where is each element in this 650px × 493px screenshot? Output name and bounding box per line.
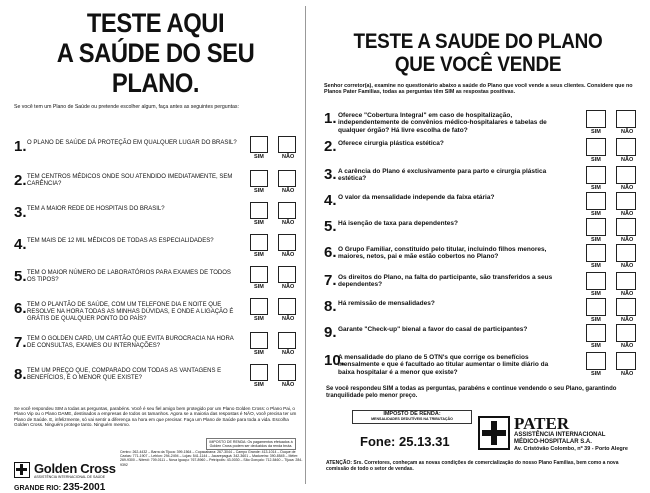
phone-number: 235-2001 <box>63 482 106 493</box>
sim-checkbox[interactable] <box>586 192 606 210</box>
phone-line: GRANDE RIO: 235-2001 <box>14 482 106 493</box>
right-headline: TESTE A SAUDE DO PLANO QUE VOCÊ VENDE <box>353 30 603 76</box>
question-number: 4. <box>14 236 27 253</box>
question-row <box>324 192 640 218</box>
nao-checkbox[interactable] <box>616 138 636 156</box>
phone-number: Fone: 25.13.31 <box>360 434 450 449</box>
sim-checkbox[interactable] <box>250 234 268 251</box>
question-text: TEM O GOLDEN CARD, UM CARTÃO QUE EVITA BUROCRACIA NA HORA DE CONSULTAS, EXAMES OU INTERNAÇÕES? <box>27 336 234 349</box>
question-text: O Grupo Familiar, constituído pelo titular, incluindo filhos menores, maiores, netos, pai e mãe estão cobertos no Plano? <box>338 246 547 261</box>
nao-label: NÃO <box>621 371 634 377</box>
nao-label: NÃO <box>621 237 634 243</box>
question-row <box>324 352 640 378</box>
golden-cross-ad <box>6 6 306 493</box>
question-number: 9. <box>324 324 337 341</box>
question-number: 2. <box>14 172 27 189</box>
nao-label: NÃO <box>282 316 295 322</box>
nao-checkbox[interactable] <box>278 364 296 381</box>
sim-label: SIM <box>591 317 601 323</box>
nao-label: NÃO <box>282 350 295 356</box>
nao-label: NÃO <box>621 317 634 323</box>
question-number: 10. <box>324 352 345 369</box>
sim-checkbox[interactable] <box>250 202 268 219</box>
brand-subtitle: ASSISTÊNCIA INTERNACIONAL MÉDICO-HOSPITALAR S.A. <box>514 432 606 445</box>
question-text: Há remissão de mensalidades? <box>338 300 435 307</box>
sim-checkbox[interactable] <box>586 110 606 128</box>
sim-label: SIM <box>254 350 264 356</box>
question-text: Oferece "Cobertura Integral" em caso de hospitalização, independentemente de convênios médico-hospitalares e tabelas de qualquer órgão? Há livre escolha de fato? <box>338 112 547 134</box>
nao-label: NÃO <box>621 343 634 349</box>
nao-label: NÃO <box>621 185 634 191</box>
question-text: TEM MAIS DE 12 MIL MÉDICOS DE TODAS AS ESPECIALIDADES? <box>27 238 214 244</box>
sim-label: SIM <box>591 211 601 217</box>
question-row <box>14 266 304 290</box>
sim-label: SIM <box>254 284 264 290</box>
sim-label: SIM <box>254 188 264 194</box>
question-row <box>324 218 640 244</box>
nao-label: NÃO <box>282 188 295 194</box>
question-row <box>324 166 640 192</box>
question-row <box>14 170 304 194</box>
question-text: A mensalidade do plano de 5 OTN's que corrige os benefícios mensalmente e que é facultado ao titular aumentar o limite diário da baixa hospitalar é a menor que existe? <box>338 354 549 376</box>
question-text: A carência do Plano é exclusivamente para parto e cirurgia plástica estética? <box>338 168 547 183</box>
nao-checkbox[interactable] <box>616 244 636 262</box>
question-number: 5. <box>14 268 27 285</box>
left-headline: TESTE AQUI A SAÚDE DO SEU PLANO. <box>56 8 255 98</box>
pater-ad <box>312 6 644 484</box>
question-row <box>14 364 304 388</box>
question-row <box>14 234 304 258</box>
left-intro: Se você tem um Plano de Saúde ou pretende escolher algum, faça antes as seguintes perguntas: <box>14 104 239 110</box>
question-row <box>14 298 304 322</box>
sim-label: SIM <box>254 220 264 226</box>
nao-label: NÃO <box>282 284 295 290</box>
question-number: 5. <box>324 218 337 235</box>
question-text: TEM A MAIOR REDE DE HOSPITAIS DO BRASIL? <box>27 206 165 212</box>
sim-label: SIM <box>254 316 264 322</box>
cross-icon <box>14 462 30 478</box>
nao-label: NÃO <box>282 154 295 160</box>
question-text: O PLANO DE SAÚDE DÁ PROTEÇÃO EM QUALQUER LUGAR DO BRASIL? <box>27 140 237 146</box>
question-number: 8. <box>14 366 27 383</box>
brand-address: Av. Cristóvão Colombo, nº 39 - Porto Alegre <box>514 446 628 452</box>
nao-label: NÃO <box>282 382 295 388</box>
question-row <box>324 272 640 298</box>
sim-checkbox[interactable] <box>250 364 268 381</box>
question-text: Há isenção de taxa para dependentes? <box>338 220 458 227</box>
question-text: Os direitos do Plano, na falta do participante, são transferidos a seus dependentes? <box>338 274 553 289</box>
nao-checkbox[interactable] <box>616 192 636 210</box>
question-row <box>324 138 640 164</box>
sim-label: SIM <box>254 382 264 388</box>
nao-checkbox[interactable] <box>278 136 296 153</box>
nao-label: NÃO <box>621 211 634 217</box>
nao-checkbox[interactable] <box>278 266 296 283</box>
right-intro: Senhor corretor(a), examine no questionário abaixo a saúde do Plano que você vende a seus clientes. Considere que no Planos Pater Familias, todas as perguntas têm SIM as respostas positivas. <box>324 83 633 96</box>
sim-label: SIM <box>591 157 601 163</box>
sim-checkbox[interactable] <box>586 166 606 184</box>
nao-checkbox[interactable] <box>616 166 636 184</box>
question-row <box>14 202 304 226</box>
brand-subtitle: ASSISTÊNCIA INTERNACIONAL DE SAÚDE <box>34 475 106 479</box>
right-footer-text: Se você respondeu SIM a todas as perguntas, parabéns e continue vendendo o seu Plano, garantindo tranquilidade pelo menor preço. <box>326 386 617 399</box>
pater-logo <box>478 414 638 458</box>
question-text: TEM O PLANTÃO DE SAÚDE, COM UM TELEFONE DIA E NOITE QUE RESOLVE NA HORA TODAS AS MINHAS DÚVIDAS, E ONDE A LIGAÇÃO É GRÁTIS DE QUALQUER PONTO DO PAÍS? <box>27 302 234 322</box>
nao-checkbox[interactable] <box>278 332 296 349</box>
nao-label: NÃO <box>282 220 295 226</box>
nao-checkbox[interactable] <box>278 298 296 315</box>
sim-label: SIM <box>591 343 601 349</box>
question-number: 7. <box>14 334 27 351</box>
sim-checkbox[interactable] <box>586 324 606 342</box>
tax-deduction-box: IMPOSTO DE RENDA: MENSALIDADES DEDUTÍVEIS NA TRIBUTAÇÃO <box>352 410 472 424</box>
question-number: 2. <box>324 138 337 155</box>
sim-checkbox[interactable] <box>250 170 268 187</box>
sim-label: SIM <box>591 263 601 269</box>
sim-checkbox[interactable] <box>250 136 268 153</box>
question-number: 4. <box>324 192 337 209</box>
sim-label: SIM <box>254 154 264 160</box>
question-number: 1. <box>324 110 337 127</box>
brand-name: PATER <box>514 414 570 433</box>
nao-checkbox[interactable] <box>616 272 636 290</box>
sim-checkbox[interactable] <box>250 298 268 315</box>
nao-checkbox[interactable] <box>616 218 636 236</box>
sim-checkbox[interactable] <box>586 298 606 316</box>
sim-checkbox[interactable] <box>250 332 268 349</box>
nao-label: NÃO <box>282 252 295 258</box>
sim-label: SIM <box>591 371 601 377</box>
cross-icon <box>478 416 510 450</box>
question-number: 3. <box>14 204 27 221</box>
sim-label: SIM <box>591 129 601 135</box>
question-number: 8. <box>324 298 337 315</box>
sim-checkbox[interactable] <box>586 244 606 262</box>
question-text: Garante "Check-up" bienal a favor do casal de participantes? <box>338 326 528 333</box>
question-row <box>324 324 640 350</box>
nao-label: NÃO <box>621 157 634 163</box>
branch-addresses: Centro: 262-4432 – Barra da Tijuca: 399-1564 – Copacabana: 267-3044 – Campo Grande: 413-1014 – Duque de Caxias: 771-1907 – Leblon: 294-2494 – Lojas: 541-1144 – Jacarepaguá: 342-3601 – Madureira: 390-8545 – Méier: 269-9300 – Niterói: 709-0111 – Nova Iguaçu: 767-8960 – Petrópolis: 43-0030 – São Gonçalo: 712-5460 – Tijuca: 284-9392 <box>120 450 303 467</box>
brand-name: Golden Cross <box>34 461 116 476</box>
question-row <box>324 110 640 136</box>
question-number: 1. <box>14 138 27 155</box>
nao-label: NÃO <box>621 263 634 269</box>
nao-checkbox[interactable] <box>278 170 296 187</box>
sim-checkbox[interactable] <box>586 272 606 290</box>
question-text: TEM CENTROS MÉDICOS ONDE SOU ATENDIDO IMEDIATAMENTE, SEM CARÊNCIA? <box>27 174 233 187</box>
sim-label: SIM <box>254 252 264 258</box>
sim-checkbox[interactable] <box>250 266 268 283</box>
left-tax-note: IMPOSTO DE RENDA: Os pagamentos efetuados à Golden Cross podem ser deduzidos da renda bruta. <box>206 438 296 450</box>
golden-cross-logo <box>14 460 116 482</box>
question-text: O valor da mensalidade independe da faixa etária? <box>338 194 495 201</box>
nao-checkbox[interactable] <box>278 202 296 219</box>
question-text: TEM O MAIOR NÚMERO DE LABORATÓRIOS PARA EXAMES DE TODOS OS TIPOS? <box>27 270 231 283</box>
nao-label: NÃO <box>621 129 634 135</box>
nao-checkbox[interactable] <box>616 110 636 128</box>
sim-checkbox[interactable] <box>586 138 606 156</box>
nao-label: NÃO <box>621 291 634 297</box>
question-number: 7. <box>324 272 337 289</box>
question-number: 6. <box>14 300 27 317</box>
question-text: TEM UM PREÇO QUE, COMPARADO COM TODAS AS VANTAGENS E BENEFÍCIOS, É O MENOR QUE EXISTE? <box>27 368 222 381</box>
question-number: 6. <box>324 244 337 261</box>
question-row <box>324 244 640 270</box>
attention-note: ATENÇÃO: Srs. Corretores, conheçam as novas condições de comercialização do nosso Plano Familias, bem como a nova comissão de todo o setor de vendas. <box>326 460 619 472</box>
nao-checkbox[interactable] <box>616 324 636 342</box>
sim-label: SIM <box>591 185 601 191</box>
sim-label: SIM <box>591 291 601 297</box>
sim-checkbox[interactable] <box>586 352 606 370</box>
question-row <box>324 298 640 324</box>
sim-checkbox[interactable] <box>586 218 606 236</box>
question-row <box>14 332 304 356</box>
nao-checkbox[interactable] <box>616 352 636 370</box>
question-text: Oferece cirurgia plástica estética? <box>338 140 444 147</box>
nao-checkbox[interactable] <box>278 234 296 251</box>
nao-checkbox[interactable] <box>616 298 636 316</box>
sim-label: SIM <box>591 237 601 243</box>
question-number: 3. <box>324 166 337 183</box>
left-footer-text: Se você respondeu SIM a todas as perguntas, parabéns. Você é seu fiel amigo bem protegido por um Plano Golden Cross: o Plano Pai, o Plano Vip ou o Plano DAME, destinados a empresas de todos os tamanhos. Agora se a maioria das respostas é NÃO, você precisa ter um Plano de Saúde. E, infelizmente, só vai sentir a diferença na hora em que precisar. Faça um Plano de Saúde para toda a vida. Escolha Golden Cross. Ninguém protege tanto. Ninguém mesmo. <box>14 406 297 428</box>
question-row <box>14 136 304 160</box>
